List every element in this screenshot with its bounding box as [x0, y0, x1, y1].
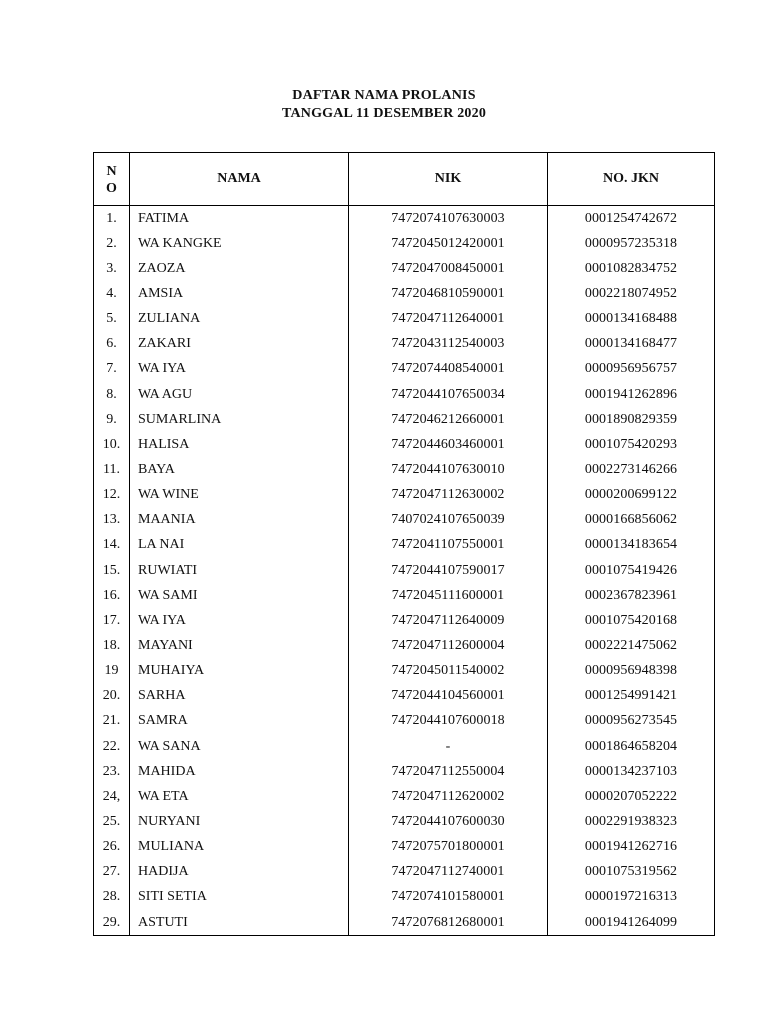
row-jkn: 0002291938323: [548, 809, 715, 834]
row-number: 6.: [94, 332, 130, 357]
row-nama: LA NAI: [130, 533, 349, 558]
row-nik: 7472074101580001: [349, 885, 548, 910]
table-row: [94, 357, 715, 382]
row-nik: 7472047112550004: [349, 759, 548, 784]
table-row: [94, 432, 715, 457]
row-nik: 7407024107650039: [349, 508, 548, 533]
table-row: [94, 709, 715, 734]
row-number: 12.: [94, 483, 130, 508]
row-nik: 7472045111600001: [349, 583, 548, 608]
row-nama: NURYANI: [130, 809, 349, 834]
row-number: 9.: [94, 407, 130, 432]
row-jkn: 0000956948398: [548, 659, 715, 684]
row-number: 18.: [94, 633, 130, 658]
row-number: 23.: [94, 759, 130, 784]
row-number: 1.: [94, 206, 130, 232]
row-nik: -: [349, 734, 548, 759]
table-row: [94, 659, 715, 684]
row-nik: 7472044107600018: [349, 709, 548, 734]
row-jkn: 0002273146266: [548, 457, 715, 482]
table-row: [94, 206, 715, 232]
row-nama: ASTUTI: [130, 910, 349, 936]
table-body: [94, 206, 715, 936]
row-nama: RUWIATI: [130, 558, 349, 583]
table-row: [94, 231, 715, 256]
row-nik: 7472074408540001: [349, 357, 548, 382]
row-nama: HADIJA: [130, 860, 349, 885]
row-nama: WA IYA: [130, 608, 349, 633]
row-number: 10.: [94, 432, 130, 457]
row-nik: 7472046212660001: [349, 407, 548, 432]
table-row: [94, 508, 715, 533]
row-number: 20.: [94, 684, 130, 709]
row-nama: SUMARLINA: [130, 407, 349, 432]
row-nama: MAYANI: [130, 633, 349, 658]
row-number: 7.: [94, 357, 130, 382]
row-number: 26.: [94, 835, 130, 860]
table-row: [94, 533, 715, 558]
document-subtitle-date: TANGGAL 11 DESEMBER 2020: [281, 106, 487, 121]
row-nama: WA ETA: [130, 784, 349, 809]
row-nik: 7472044603460001: [349, 432, 548, 457]
row-jkn: 0000134237103: [548, 759, 715, 784]
row-jkn: 0000134183654: [548, 533, 715, 558]
table-row: [94, 885, 715, 910]
row-jkn: 0000207052222: [548, 784, 715, 809]
row-nik: 7472047112640009: [349, 608, 548, 633]
row-nik: 7472045012420001: [349, 231, 548, 256]
row-nik: 7472044107590017: [349, 558, 548, 583]
header-no: [94, 153, 130, 206]
row-number: 19: [94, 659, 130, 684]
table-row: [94, 910, 715, 936]
row-jkn: 0000197216313: [548, 885, 715, 910]
row-nik: 7472047112600004: [349, 633, 548, 658]
table-row: [94, 332, 715, 357]
row-number: 28.: [94, 885, 130, 910]
row-nama: WA WINE: [130, 483, 349, 508]
header-nik: NIK: [349, 153, 548, 206]
row-nama: AMSIA: [130, 281, 349, 306]
table-row: [94, 860, 715, 885]
row-nik: 7472047112740001: [349, 860, 548, 885]
table-row: [94, 281, 715, 306]
row-jkn: 0000134168488: [548, 307, 715, 332]
row-nik: 7472076812680001: [349, 910, 548, 936]
row-jkn: 0001941262716: [548, 835, 715, 860]
prolanis-table: [93, 152, 715, 936]
row-nik: 7472043112540003: [349, 332, 548, 357]
row-nik: 7472047112640001: [349, 307, 548, 332]
row-jkn: 0001941264099: [548, 910, 715, 936]
row-nik: 7472044107650034: [349, 382, 548, 407]
table-row: [94, 407, 715, 432]
table-row: [94, 759, 715, 784]
row-jkn: 0000166856062: [548, 508, 715, 533]
table-row: [94, 633, 715, 658]
row-number: 22.: [94, 734, 130, 759]
row-number: 11.: [94, 457, 130, 482]
header-row: [94, 153, 715, 206]
row-number: 15.: [94, 558, 130, 583]
table-row: [94, 256, 715, 281]
row-jkn: 0001075420293: [548, 432, 715, 457]
row-nama: ZAOZA: [130, 256, 349, 281]
row-nik: 7472047112630002: [349, 483, 548, 508]
table-header: [94, 153, 715, 206]
row-number: 24,: [94, 784, 130, 809]
row-number: 25.: [94, 809, 130, 834]
table-row: [94, 483, 715, 508]
row-jkn: 0001254991421: [548, 684, 715, 709]
row-nik: 7472047112620002: [349, 784, 548, 809]
row-nama: SAMRA: [130, 709, 349, 734]
row-jkn: 0001864658204: [548, 734, 715, 759]
row-jkn: 0001075419426: [548, 558, 715, 583]
row-nama: WA AGU: [130, 382, 349, 407]
row-jkn: 0000957235318: [548, 231, 715, 256]
row-nik: 7472046810590001: [349, 281, 548, 306]
row-number: 21.: [94, 709, 130, 734]
row-nik: 7472075701800001: [349, 835, 548, 860]
row-jkn: 0002367823961: [548, 583, 715, 608]
header-jkn: NO. JKN: [548, 153, 715, 206]
row-number: 2.: [94, 231, 130, 256]
row-jkn: 0001890829359: [548, 407, 715, 432]
row-nama: HALISA: [130, 432, 349, 457]
header-nama: NAMA: [130, 153, 349, 206]
row-nama: MUHAIYA: [130, 659, 349, 684]
table-row: [94, 684, 715, 709]
row-nama: SITI SETIA: [130, 885, 349, 910]
row-jkn: 0000956956757: [548, 357, 715, 382]
row-number: 16.: [94, 583, 130, 608]
row-number: 17.: [94, 608, 130, 633]
row-nama: WA SAMI: [130, 583, 349, 608]
row-nama: BAYA: [130, 457, 349, 482]
row-number: 5.: [94, 307, 130, 332]
row-jkn: 0001082834752: [548, 256, 715, 281]
table-row: [94, 457, 715, 482]
row-nik: 7472074107630003: [349, 206, 548, 232]
row-nama: WA IYA: [130, 357, 349, 382]
row-nama: SARHA: [130, 684, 349, 709]
row-number: 8.: [94, 382, 130, 407]
row-nama: MAANIA: [130, 508, 349, 533]
table-row: [94, 583, 715, 608]
row-number: 29.: [94, 910, 130, 936]
row-jkn: 0000134168477: [548, 332, 715, 357]
row-number: 27.: [94, 860, 130, 885]
table-row: [94, 784, 715, 809]
table-row: [94, 382, 715, 407]
row-jkn: 0001941262896: [548, 382, 715, 407]
row-nama: FATIMA: [130, 206, 349, 232]
row-nik: 7472044107630010: [349, 457, 548, 482]
table-row: [94, 809, 715, 834]
row-nama: ZAKARI: [130, 332, 349, 357]
row-nama: WA SANA: [130, 734, 349, 759]
row-jkn: 0001254742672: [548, 206, 715, 232]
row-nama: WA KANGKE: [130, 231, 349, 256]
row-jkn: 0001075319562: [548, 860, 715, 885]
row-jkn: 0002221475062: [548, 633, 715, 658]
row-nama: MULIANA: [130, 835, 349, 860]
table-row: [94, 835, 715, 860]
row-jkn: 0000200699122: [548, 483, 715, 508]
row-nik: 7472045011540002: [349, 659, 548, 684]
header-no-line1: N: [106, 164, 117, 179]
row-nama: ZULIANA: [130, 307, 349, 332]
table-row: [94, 734, 715, 759]
row-nik: 7472041107550001: [349, 533, 548, 558]
table-row: [94, 608, 715, 633]
header-no-line2: O: [106, 181, 117, 196]
row-jkn: 0001075420168: [548, 608, 715, 633]
table-row: [94, 307, 715, 332]
row-nik: 7472047008450001: [349, 256, 548, 281]
document-title: DAFTAR NAMA PROLANIS: [292, 88, 476, 103]
row-jkn: 0002218074952: [548, 281, 715, 306]
row-number: 14.: [94, 533, 130, 558]
row-number: 3.: [94, 256, 130, 281]
row-nik: 7472044107600030: [349, 809, 548, 834]
row-number: 13.: [94, 508, 130, 533]
row-nama: MAHIDA: [130, 759, 349, 784]
row-number: 4.: [94, 281, 130, 306]
row-nik: 7472044104560001: [349, 684, 548, 709]
row-jkn: 0000956273545: [548, 709, 715, 734]
table-row: [94, 558, 715, 583]
